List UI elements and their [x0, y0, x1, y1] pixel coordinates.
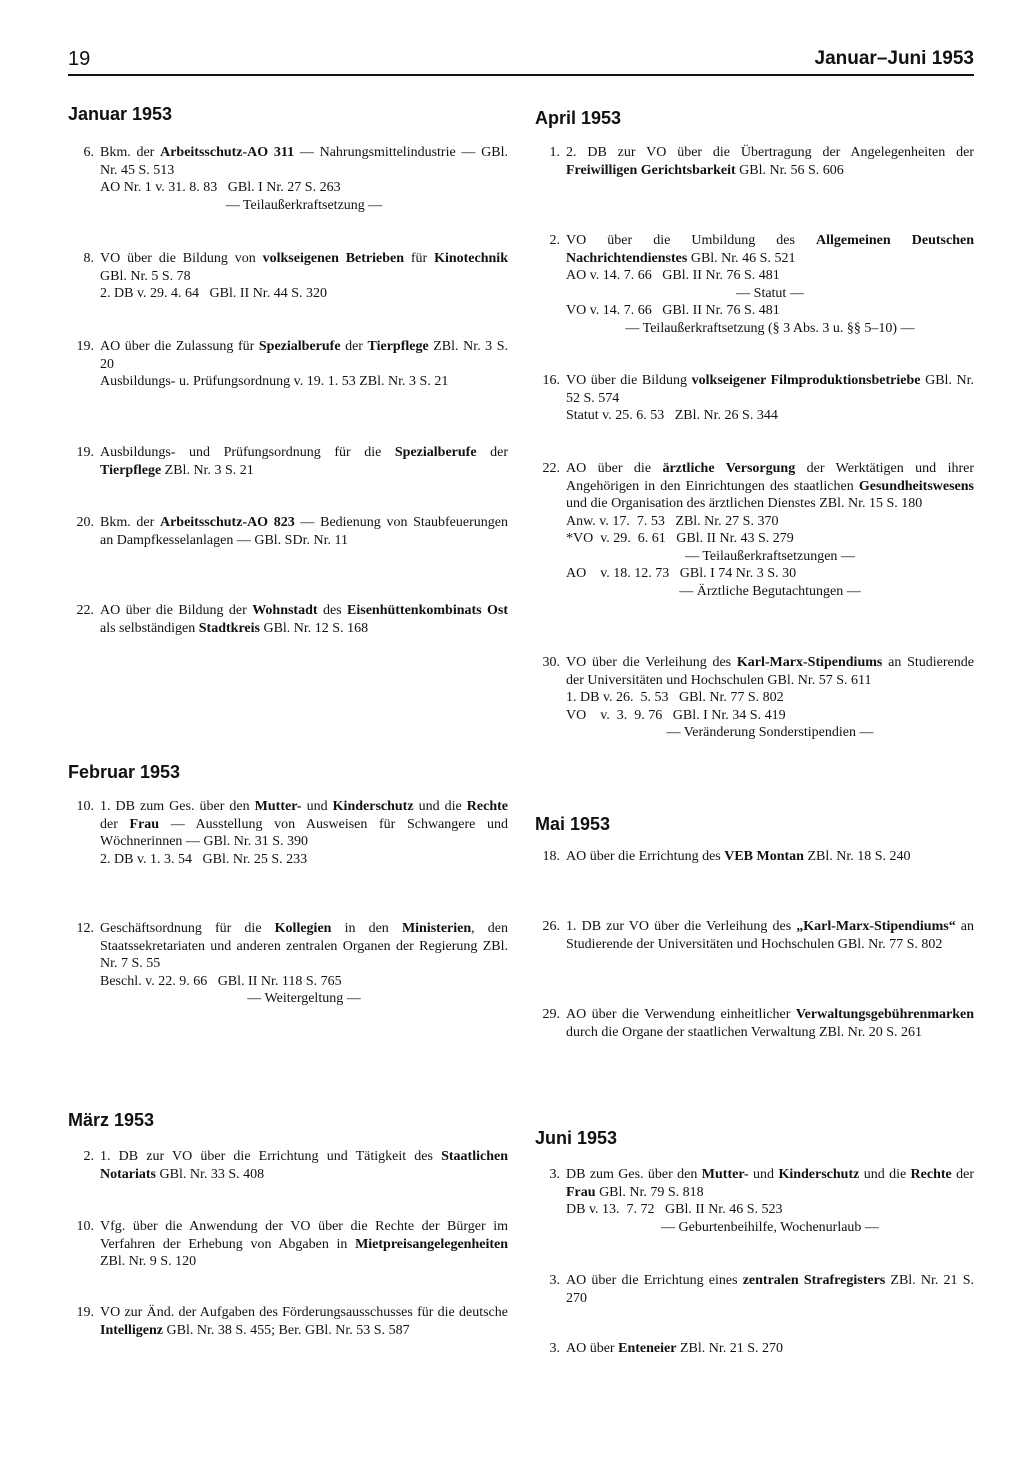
entry-reference: DB v. 13. 7. 72 GBl. II Nr. 46 S. 523: [566, 1202, 783, 1217]
entry-text: VO über die Bildung volkseigener Filmproduktionsbetriebe GBl. Nr. 52 S. 574: [566, 373, 974, 406]
entry-mai-29: [542, 1006, 974, 1041]
entry-mar-10: [76, 1218, 508, 1271]
entry-apr-16: [542, 372, 974, 425]
entry-reference: VO v. 3. 9. 76 GBl. I Nr. 34 S. 419: [566, 707, 786, 723]
entry-reference: *VO v. 29. 6. 61 GBl. II Nr. 43 S. 279: [566, 531, 794, 546]
entry-day: 2.: [549, 233, 560, 248]
entry-reference: 2. DB v. 1. 3. 54 GBl. Nr. 25 S. 233: [100, 851, 308, 867]
entry-note: — Geburtenbeihilfe, Wochenurlaub —: [661, 1219, 879, 1235]
page-header: [68, 44, 974, 76]
entry-note: — Weitergeltung —: [247, 991, 361, 1006]
entry-day: 10.: [76, 1219, 94, 1234]
entry-feb-12: [76, 920, 508, 1008]
entry-jan-19a: [76, 338, 508, 391]
entry-jun-3b: [549, 1272, 974, 1307]
entry-mai-18: [542, 848, 974, 866]
entry-day: 3.: [549, 1273, 560, 1288]
entry-text: Geschäftsordnung für die Kollegien in den Ministerien, den Staatssekretariaten und anderen zentralen Organen der Regierung ZBl. Nr. 7 S. 55: [100, 921, 508, 971]
entry-text: AO über die ärztliche Versorgung der Werktätigen und ihrer Angehörigen in den Einrichtungen des staatlichen Gesundheitswesens und die Organisation des ärztlichen Dienstes ZBl. Nr. 15 S. 180: [566, 461, 975, 511]
entry-jan-8: [83, 250, 508, 303]
entry-reference: AO v. 18. 12. 73 GBl. I 74 Nr. 3 S. 30: [566, 566, 797, 581]
entry-note: — Teilaußerkraftsetzung (§ 3 Abs. 3 u. §§ 5–10) —: [625, 320, 915, 336]
entry-text: Bkm. der Arbeitsschutz-AO 823 — Bedienung von Staubfeuerungen an Dampfkesselanlagen — GBl. SDr. Nr. 11: [100, 515, 508, 548]
month-heading-januar: Januar 1953: [68, 104, 173, 124]
entry-day: 1.: [549, 145, 560, 160]
entry-day: 16.: [542, 373, 560, 388]
entry-reference: VO v. 14. 7. 66 GBl. II Nr. 76 S. 481: [566, 303, 780, 318]
entry-day: 26.: [542, 919, 560, 934]
entry-text: 2. DB zur VO über die Übertragung der Angelegenheiten der Freiwilligen Gerichtsbarkeit GBl. Nr. 56 S. 606: [566, 145, 974, 178]
month-heading-april: April 1953: [535, 108, 622, 128]
page-number: 19: [68, 48, 91, 70]
entry-jun-3a: [549, 1166, 974, 1236]
entry-text: AO über die Zulassung für Spezialberufe der Tierpflege ZBl. Nr. 3 S. 20: [100, 339, 508, 372]
entry-day: 22.: [542, 461, 560, 476]
entry-jan-22: [76, 602, 509, 637]
entry-reference: AO Nr. 1 v. 31. 8. 83 GBl. I Nr. 27 S. 263: [100, 180, 341, 195]
entry-day: 22.: [76, 603, 94, 618]
month-heading-juni: Juni 1953: [535, 1128, 618, 1148]
entry-text: DB zum Ges. über den Mutter- und Kinderschutz und die Rechte der Frau GBl. Nr. 79 S. 818: [566, 1167, 974, 1200]
entry-reference: 1. DB v. 26. 5. 53 GBl. Nr. 77 S. 802: [566, 690, 784, 705]
entry-day: 29.: [542, 1007, 560, 1022]
entry-text: VO über die Umbildung des Allgemeinen Deutschen Nachrichtendienstes GBl. Nr. 46 S. 521: [566, 233, 974, 266]
entry-jun-3c: [549, 1340, 974, 1358]
month-heading-maerz: März 1953: [68, 1110, 155, 1130]
entry-note: — Teilaußerkraftsetzungen —: [685, 548, 855, 564]
month-heading-februar: Februar 1953: [68, 762, 181, 782]
entry-day: 3.: [549, 1167, 560, 1182]
entry-day: 19.: [76, 339, 94, 354]
entry-reference: Beschl. v. 22. 9. 66 GBl. II Nr. 118 S. 765: [100, 973, 342, 989]
entry-text: AO über die Errichtung des VEB Montan ZBl. Nr. 18 S. 240: [566, 849, 911, 864]
entry-reference: Statut v. 25. 6. 53 ZBl. Nr. 26 S. 344: [566, 408, 778, 423]
entry-mai-26: [542, 918, 974, 953]
entry-day: 19.: [76, 445, 94, 460]
entry-day: 6.: [83, 145, 94, 160]
entry-day: 18.: [542, 849, 560, 864]
entry-day: 19.: [76, 1305, 94, 1320]
entry-reference: Anw. v. 17. 7. 53 ZBl. Nr. 27 S. 370: [566, 513, 779, 529]
entry-note: — Veränderung Sonderstipendien —: [666, 725, 874, 740]
entry-day: 30.: [542, 655, 560, 670]
entry-reference: 2. DB v. 29. 4. 64 GBl. II Nr. 44 S. 320: [100, 286, 327, 301]
entry-day: 20.: [76, 515, 94, 530]
entry-text: VO über die Verleihung des Karl-Marx-Stipendiums an Studierende der Universitäten und Hochschulen GBl. Nr. 57 S. 611: [566, 655, 974, 688]
entry-text: AO über die Verwendung einheitlicher Verwaltungsgebührenmarken durch die Organe der staatlichen Verwaltung ZBl. Nr. 20 S. 261: [566, 1007, 974, 1040]
entry-day: 8.: [83, 251, 94, 266]
entry-reference: Ausbildungs- u. Prüfungsordnung v. 19. 1. 53 ZBl. Nr. 3 S. 21: [100, 374, 449, 389]
entry-jan-19b: [76, 444, 508, 479]
entry-text: 1. DB zum Ges. über den Mutter- und Kinderschutz und die Rechte der Frau — Ausstellung von Ausweisen für Schwangere und Wöchnerinnen — GBl. Nr. 31 S. 390: [100, 799, 508, 849]
entry-day: 2.: [83, 1149, 94, 1164]
entry-note: — Ärztliche Begutachtungen —: [679, 583, 861, 599]
entry-jan-20: [76, 514, 508, 549]
entry-apr-1: [549, 144, 974, 179]
entry-apr-22: [542, 460, 975, 600]
entry-apr-2: [549, 232, 974, 337]
entry-note: — Teilaußerkraftsetzung —: [225, 197, 383, 213]
entry-text: AO über die Bildung der Wohnstadt des Eisenhüttenkombinats Ost als selbständigen Stadtkreis GBl. Nr. 12 S. 168: [100, 603, 509, 636]
entry-day: 12.: [76, 921, 94, 936]
entry-text: VO zur Änd. der Aufgaben des Förderungsausschusses für die deutsche Intelligenz GBl. Nr. 38 S. 455; Ber. GBl. Nr. 53 S. 587: [100, 1305, 508, 1338]
entry-apr-30: [542, 654, 974, 742]
entry-text: AO über die Errichtung eines zentralen Strafregisters ZBl. Nr. 21 S. 270: [566, 1273, 974, 1306]
entry-text: Bkm. der Arbeitsschutz-AO 311 — Nahrungsmittelindustrie — GBl. Nr. 45 S. 513: [100, 145, 508, 178]
entry-text: 1. DB zur VO über die Errichtung und Tätigkeit des Staatlichen Notariats GBl. Nr. 33 S. 408: [100, 1149, 508, 1182]
entry-mar-2: [83, 1148, 508, 1183]
entry-text: 1. DB zur VO über die Verleihung des „Karl-Marx-Stipendiums“ an Studierende der Universitäten und Hochschulen GBl. Nr. 77 S. 802: [566, 919, 974, 952]
entry-mar-19: [76, 1304, 508, 1339]
entry-text: AO über Enteneier ZBl. Nr. 21 S. 270: [566, 1341, 784, 1356]
entry-note: — Statut —: [736, 285, 804, 301]
entry-text: Ausbildungs- und Prüfungsordnung für die Spezialberufe der Tierpflege ZBl. Nr. 3 S. 21: [100, 445, 508, 478]
entry-jan-6: [83, 144, 508, 214]
running-title: Januar–Juni 1953: [814, 48, 974, 69]
entry-day: 10.: [76, 799, 94, 814]
entry-day: 3.: [549, 1341, 560, 1356]
entry-text: Vfg. über die Anwendung der VO über die Rechte der Bürger im Verfahren der Erhebung von Abgaben in Mietpreisangelegenheiten ZBl. Nr. 9 S. 120: [100, 1219, 508, 1269]
entry-feb-10: [76, 798, 508, 868]
entry-text: VO über die Bildung von volkseigenen Betrieben für Kinotechnik GBl. Nr. 5 S. 78: [100, 251, 508, 284]
entry-reference: AO v. 14. 7. 66 GBl. II Nr. 76 S. 481: [566, 268, 780, 283]
month-heading-mai: Mai 1953: [535, 814, 611, 834]
